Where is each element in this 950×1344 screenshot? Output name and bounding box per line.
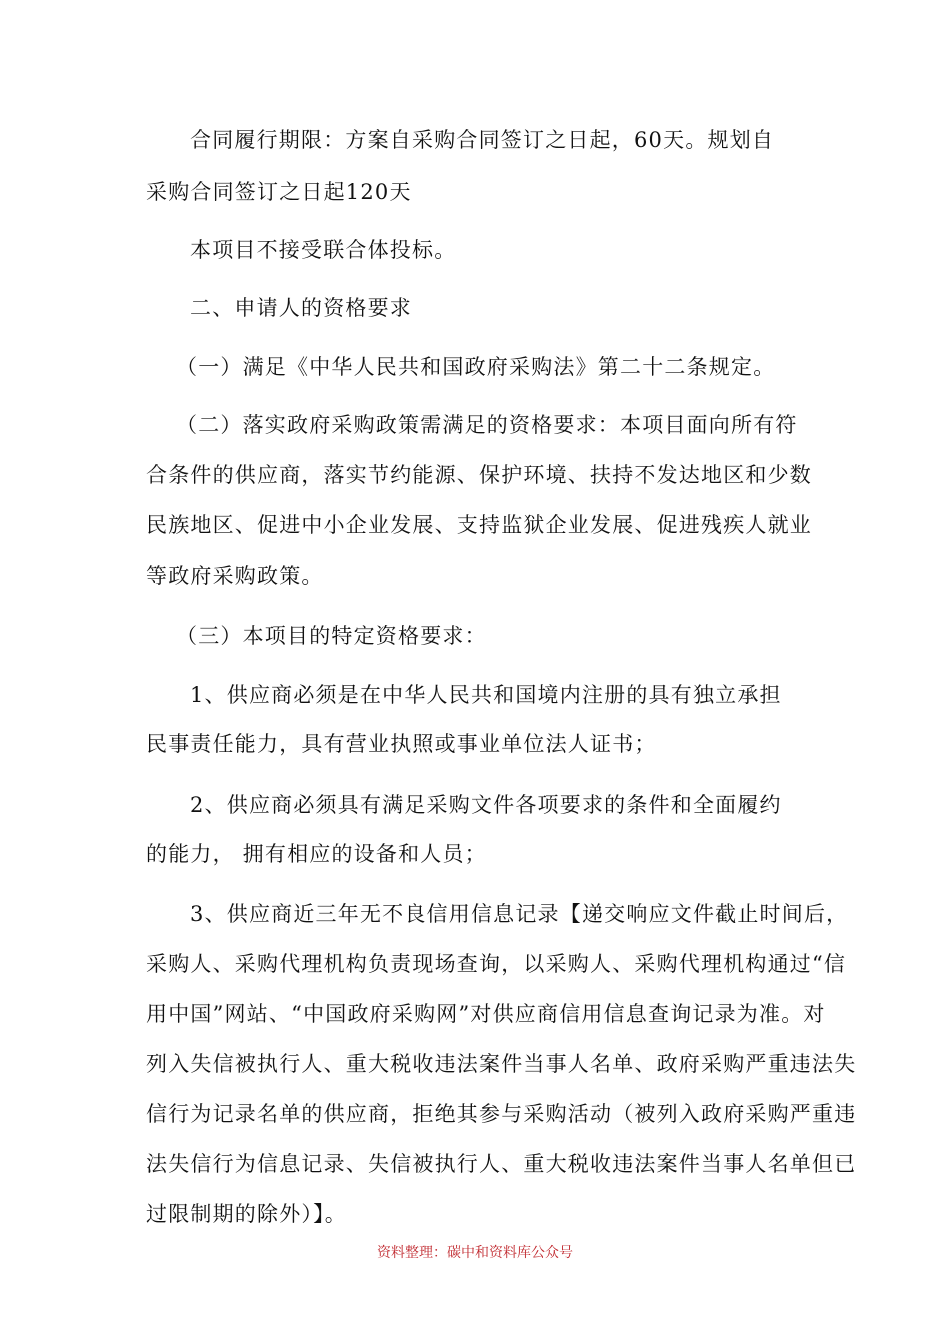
source-footer: 资料整理：碳中和资料库公众号 xyxy=(377,1245,573,1261)
item-3-line-3: 用中国”网站、“中国政府采购网”对供应商信用信息查询记录为准。对 xyxy=(146,1002,826,1026)
item-2-line-1: 2、供应商必须具有满足采购文件各项要求的条件和全面履约 xyxy=(190,793,782,817)
item-3-line-7: 过限制期的除外）】。 xyxy=(146,1202,347,1226)
item-3-line-4: 列入失信被执行人、重大税收违法案件当事人名单、政府采购严重违法失 xyxy=(146,1052,857,1076)
requirement-2-line-1: （二）落实政府采购政策需满足的资格要求：本项目面向所有符 xyxy=(176,413,798,437)
no-consortium-line: 本项目不接受联合体投标。 xyxy=(190,238,457,262)
item-3-line-1: 3、供应商近三年无不良信用信息记录【递交响应文件截止时间后， xyxy=(190,902,849,926)
item-1-line-2: 民事责任能力，具有营业执照或事业单位法人证书； xyxy=(146,732,657,756)
requirement-2-line-2: 合条件的供应商，落实节约能源、保护环境、扶持不发达地区和少数 xyxy=(146,463,812,487)
requirement-2-line-3: 民族地区、促进中小企业发展、支持监狱企业发展、促进残疾人就业 xyxy=(146,513,812,537)
contract-period-line-1: 合同履行期限：方案自采购合同签订之日起，60天。规划自 xyxy=(190,128,775,152)
section-heading-applicant-qualifications: 二、申请人的资格要求 xyxy=(190,296,412,320)
item-3-line-6: 法失信行为信息记录、失信被执行人、重大税收违法案件当事人名单但已 xyxy=(146,1152,857,1176)
contract-period-line-2: 采购合同签订之日起120天 xyxy=(146,180,412,204)
requirement-3-heading: （三）本项目的特定资格要求： xyxy=(176,624,487,648)
item-3-line-5: 信行为记录名单的供应商，拒绝其参与采购活动（被列入政府采购严重违 xyxy=(146,1102,857,1126)
item-2-line-2: 的能力， 拥有相应的设备和人员； xyxy=(146,842,487,866)
requirement-1-line: （一）满足《中华人民共和国政府采购法》第二十二条规定。 xyxy=(176,355,776,379)
item-1-line-1: 1、供应商必须是在中华人民共和国境内注册的具有独立承担 xyxy=(190,683,782,707)
requirement-2-line-4: 等政府采购政策。 xyxy=(146,564,324,588)
item-3-line-2: 采购人、采购代理机构负责现场查询，以采购人、采购代理机构通过“信 xyxy=(146,952,847,976)
